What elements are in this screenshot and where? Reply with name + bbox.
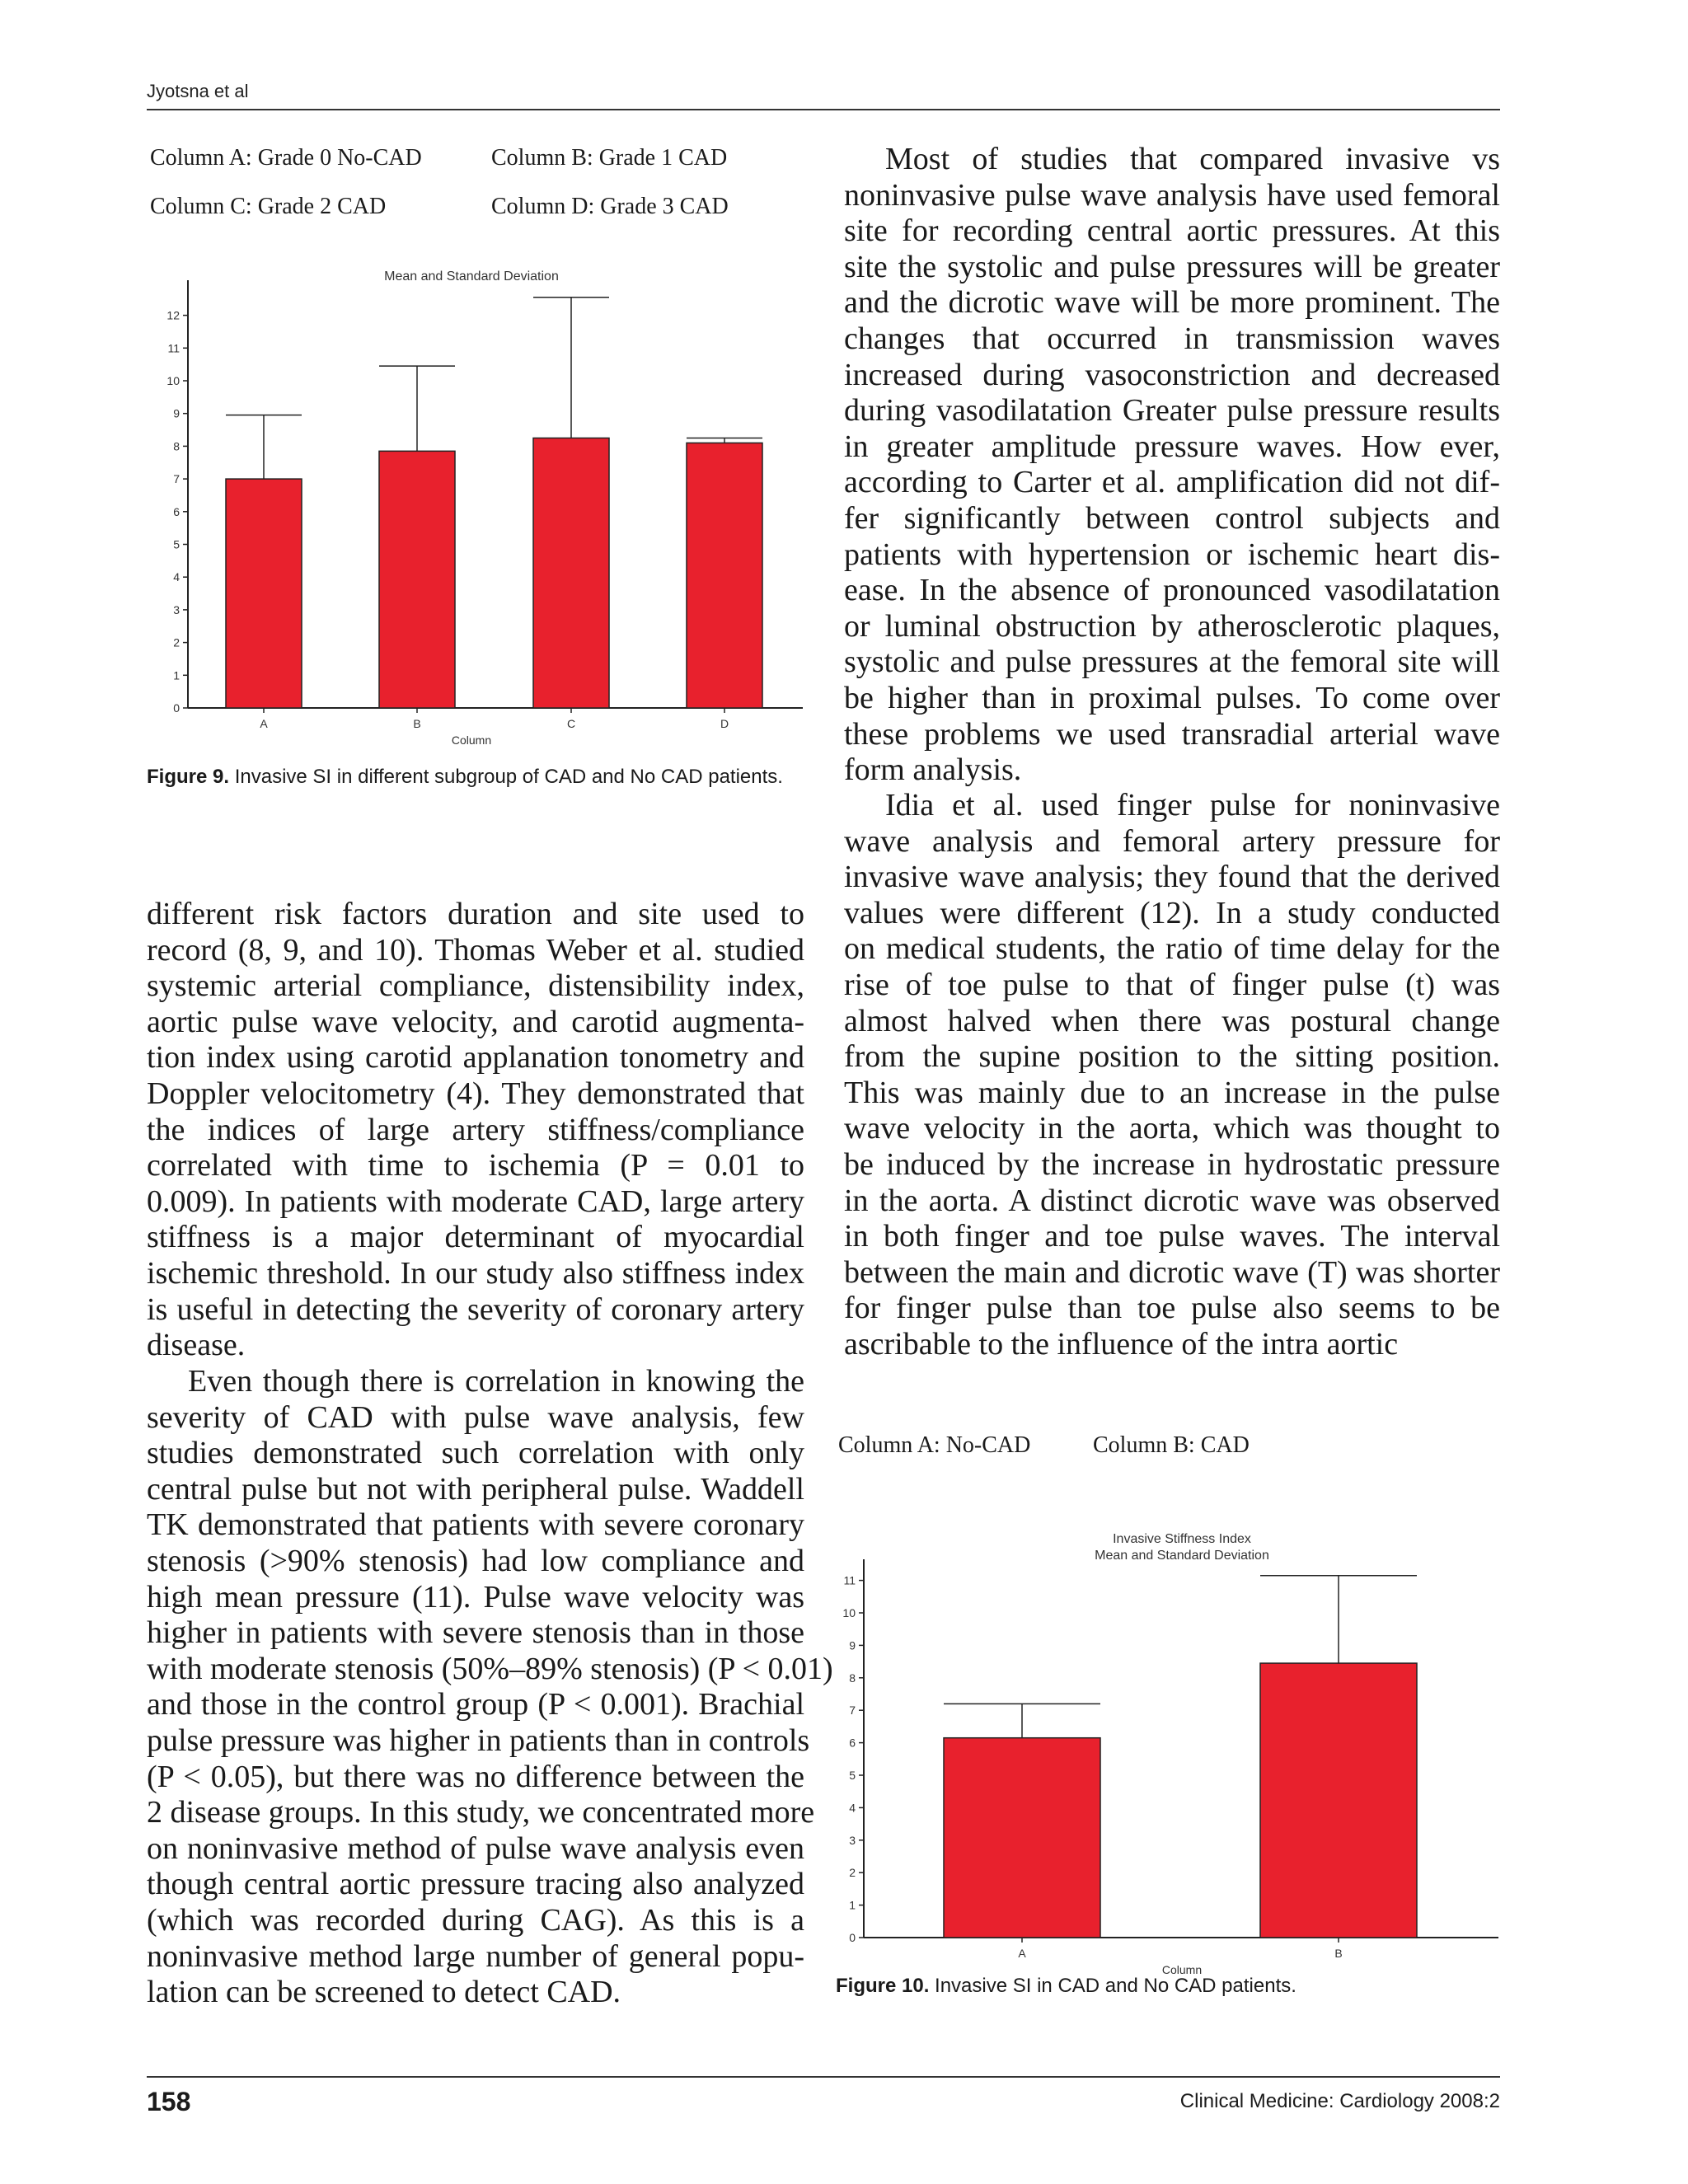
text-line: ease. In the absence of pronounced vasodilatation xyxy=(844,573,1500,608)
text-line: from the supine position to the sitting position. xyxy=(844,1039,1500,1075)
text-line: Doppler velocitometry (4). They demonstrated that xyxy=(147,1076,804,1111)
text-line: site for recording central aortic pressures. At this xyxy=(844,213,1500,249)
fig10-y-tick-label: 2 xyxy=(849,1866,856,1880)
text-line: higher in patients with severe stenosis than in those xyxy=(147,1615,804,1651)
text-line: central pulse but not with peripheral pulse. Waddell xyxy=(147,1471,804,1507)
text-line: during vasodilatation Greater pulse pressure results xyxy=(844,393,1500,429)
text-line: ascribable to the influence of the intra aortic xyxy=(844,1326,1399,1361)
text-line: stiffness is a major determinant of myocardial xyxy=(147,1220,804,1255)
fig9-y-tick-label: 11 xyxy=(167,341,180,355)
text-line: almost halved when there was postural change xyxy=(844,1003,1500,1038)
fig9-y-tick-label: 12 xyxy=(166,308,180,322)
fig10-subtitle: Mean and Standard Deviation xyxy=(1095,1549,1269,1563)
text-line: wave velocity in the aorta, which was thought to xyxy=(844,1111,1500,1146)
text-line: on noninvasive method of pulse wave analysis even xyxy=(147,1830,804,1866)
text-line: be induced by the increase in hydrostatic pressure xyxy=(844,1146,1500,1182)
text-line: in greater amplitude pressure waves. How ever, xyxy=(844,429,1500,464)
text-line: studies demonstrated such correlation with only xyxy=(147,1436,804,1471)
text-line: pulse pressure was higher in patients than in controls xyxy=(147,1722,810,1758)
text-line: TK demonstrated that patients with severe coronary xyxy=(147,1507,804,1543)
text-line: Most of studies that compared invasive vs xyxy=(885,142,1500,176)
fig10-x-tick-label: A xyxy=(1018,1947,1026,1960)
figure-10-label: Figure 10. xyxy=(836,1975,930,1997)
text-line: for finger pulse than toe pulse also seems to be xyxy=(844,1291,1500,1326)
text-line: correlated with time to ischemia (P = 0.01 to xyxy=(147,1148,804,1183)
text-line: rise of toe pulse to that of finger pulse (t) was xyxy=(844,967,1500,1002)
figure-10-caption-text: Invasive SI in CAD and No CAD patients. xyxy=(929,1975,1296,1997)
fig9-x-label: Column xyxy=(451,733,492,747)
text-line: on medical students, the ratio of time delay for the xyxy=(844,931,1500,967)
fig10-y-tick-label: 4 xyxy=(849,1801,856,1815)
fig9-bar-b xyxy=(379,451,455,708)
fig9-y-tick-label: 2 xyxy=(173,635,180,649)
text-line: (P < 0.05), but there was no difference between the xyxy=(147,1759,804,1794)
text-line: according to Carter et al. amplification did not dif- xyxy=(844,465,1500,500)
text-line: noninvasive method large number of general popu- xyxy=(147,1938,804,1974)
right-paragraph-1 xyxy=(844,142,1500,789)
text-line: ischemic threshold. In our study also stiffness index xyxy=(147,1255,804,1291)
fig10-legend-b: Column B: CAD xyxy=(1093,1432,1250,1458)
text-line: site the systolic and pulse pressures will be greater xyxy=(844,249,1500,284)
text-line: in the aorta. A distinct dicrotic wave was observed xyxy=(844,1183,1500,1218)
fig9-y-tick-label: 7 xyxy=(173,472,180,486)
fig10-y-tick-label: 10 xyxy=(842,1606,856,1619)
text-line: lation can be screened to detect CAD. xyxy=(147,1975,621,2010)
text-line: disease. xyxy=(147,1328,246,1363)
text-line: form analysis. xyxy=(844,752,1022,788)
figure-10-caption xyxy=(836,1973,1495,1999)
fig10-x-label: Column xyxy=(1161,1963,1203,1976)
left-paragraph-1 xyxy=(147,897,804,1364)
text-line: wave analysis and femoral artery pressure for xyxy=(844,823,1500,859)
fig9-y-tick-label: 6 xyxy=(173,504,180,518)
text-line: fer significantly between control subjects and xyxy=(844,500,1500,536)
text-line: and the dicrotic wave will be more prominent. The xyxy=(844,285,1500,321)
figure-9-caption xyxy=(147,764,806,790)
fig9-bar-a xyxy=(226,479,302,708)
right-paragraph-2 xyxy=(844,788,1500,1363)
text-line: increased during vasoconstriction and decreased xyxy=(844,357,1500,392)
fig10-y-tick-label: 0 xyxy=(849,1931,856,1944)
fig9-legend-a: Column A: Grade 0 No-CAD xyxy=(150,145,422,171)
text-line: in both finger and toe pulse waves. The interval xyxy=(844,1219,1500,1254)
fig10-y-tick-label: 7 xyxy=(849,1704,856,1718)
text-line: noninvasive pulse wave analysis have used femoral xyxy=(844,177,1500,213)
text-line: changes that occurred in transmission waves xyxy=(844,321,1500,356)
text-line: be higher than in proximal pulses. To come over xyxy=(844,680,1500,715)
text-line: Idia et al. used finger pulse for noninvasive xyxy=(885,788,1500,823)
text-line: these problems we used transradial arterial wave xyxy=(844,716,1500,752)
fig9-title: Mean and Standard Deviation xyxy=(384,269,559,284)
fig10-y-tick-label: 1 xyxy=(849,1898,856,1912)
text-line: is useful in detecting the severity of coronary artery xyxy=(147,1291,804,1327)
fig9-y-tick-label: 10 xyxy=(166,374,180,387)
fig10-y-tick-label: 5 xyxy=(849,1769,856,1782)
text-line: patients with hypertension or ischemic heart dis- xyxy=(844,537,1500,572)
text-line: (which was recorded during CAG). As this is a xyxy=(147,1902,804,1938)
figure-9-label: Figure 9. xyxy=(147,766,230,788)
text-line: This was mainly due to an increase in the pulse xyxy=(844,1075,1500,1110)
fig9-y-tick-label: 3 xyxy=(173,602,180,616)
text-line: and those in the control group (P < 0.001). Brachial xyxy=(147,1687,804,1722)
fig9-y-tick-label: 4 xyxy=(173,570,180,584)
text-line: systemic arterial compliance, distensibility index, xyxy=(147,968,804,1004)
fig9-y-tick-label: 1 xyxy=(173,668,180,682)
text-line: severity of CAD with pulse wave analysis, few xyxy=(147,1399,804,1435)
text-line: 2 disease groups. In this study, we concentrated more xyxy=(147,1795,815,1830)
text-line: invasive wave analysis; they found that the derived xyxy=(844,860,1500,895)
fig9-x-tick-label: C xyxy=(566,717,576,730)
fig10-y-tick-label: 6 xyxy=(849,1736,856,1750)
fig10-legend-a: Column A: No-CAD xyxy=(838,1432,1031,1458)
text-line: aortic pulse wave velocity, and carotid augmenta- xyxy=(147,1004,804,1039)
left-paragraph-2 xyxy=(147,1364,833,2011)
text-line: or luminal obstruction by atherosclerotic plaques, xyxy=(844,608,1500,644)
text-line: record (8, 9, and 10). Thomas Weber et al. studied xyxy=(147,932,804,968)
fig10-y-tick-label: 8 xyxy=(849,1671,856,1685)
text-line: between the main and dicrotic wave (T) was shorter xyxy=(844,1254,1500,1290)
text-line: high mean pressure (11). Pulse wave velocity was xyxy=(147,1579,804,1615)
fig9-x-tick-label: B xyxy=(413,717,421,730)
text-line: different risk factors duration and site used to xyxy=(147,897,804,931)
fig9-y-tick-label: 9 xyxy=(173,406,180,420)
text-line: tion index using carotid applanation tonometry and xyxy=(147,1040,804,1076)
fig9-bar-c xyxy=(533,438,609,708)
fig10-y-tick-label: 3 xyxy=(849,1833,856,1847)
text-line: systolic and pulse pressures at the femoral site will xyxy=(844,644,1500,680)
fig10-title: Invasive Stiffness Index xyxy=(1113,1532,1251,1546)
fig9-y-tick-label: 0 xyxy=(173,701,180,715)
text-line: stenosis (>90% stenosis) had low compliance and xyxy=(147,1543,804,1578)
fig9-y-tick-label: 8 xyxy=(173,439,180,453)
text-line: 0.009). In patients with moderate CAD, large artery xyxy=(147,1183,804,1219)
text-line: Even though there is correlation in knowing the xyxy=(188,1364,804,1399)
fig10-bar-a xyxy=(944,1738,1100,1938)
fig10-bar-b xyxy=(1260,1663,1417,1938)
fig9-legend-b: Column B: Grade 1 CAD xyxy=(491,145,728,171)
fig9-x-tick-label: A xyxy=(260,717,268,730)
fig10-y-tick-label: 9 xyxy=(849,1638,856,1652)
fig10-x-tick-label: B xyxy=(1334,1947,1343,1960)
fig9-legend-c: Column C: Grade 2 CAD xyxy=(150,194,387,219)
text-line: though central aortic pressure tracing also analyzed xyxy=(147,1867,804,1902)
fig9-y-tick-label: 5 xyxy=(173,537,180,551)
page-number: 158 xyxy=(147,2087,191,2116)
text-line: the indices of large artery stiffness/compliance xyxy=(147,1112,804,1147)
fig9-x-tick-label: D xyxy=(720,717,729,730)
fig9-legend-d: Column D: Grade 3 CAD xyxy=(491,194,729,219)
fig9-bar-d xyxy=(687,443,762,708)
figure-9-caption-text: Invasive SI in different subgroup of CAD and No CAD patients. xyxy=(229,766,783,788)
fig10-y-tick-label: 11 xyxy=(843,1573,856,1587)
text-line: with moderate stenosis (50%–89% stenosis) (P < 0.01) xyxy=(147,1651,833,1686)
running-head: Jyotsna et al xyxy=(147,81,249,101)
text-line: values were different (12). In a study conducted xyxy=(844,895,1500,930)
journal-name: Clinical Medicine: Cardiology 2008:2 xyxy=(1179,2090,1500,2112)
